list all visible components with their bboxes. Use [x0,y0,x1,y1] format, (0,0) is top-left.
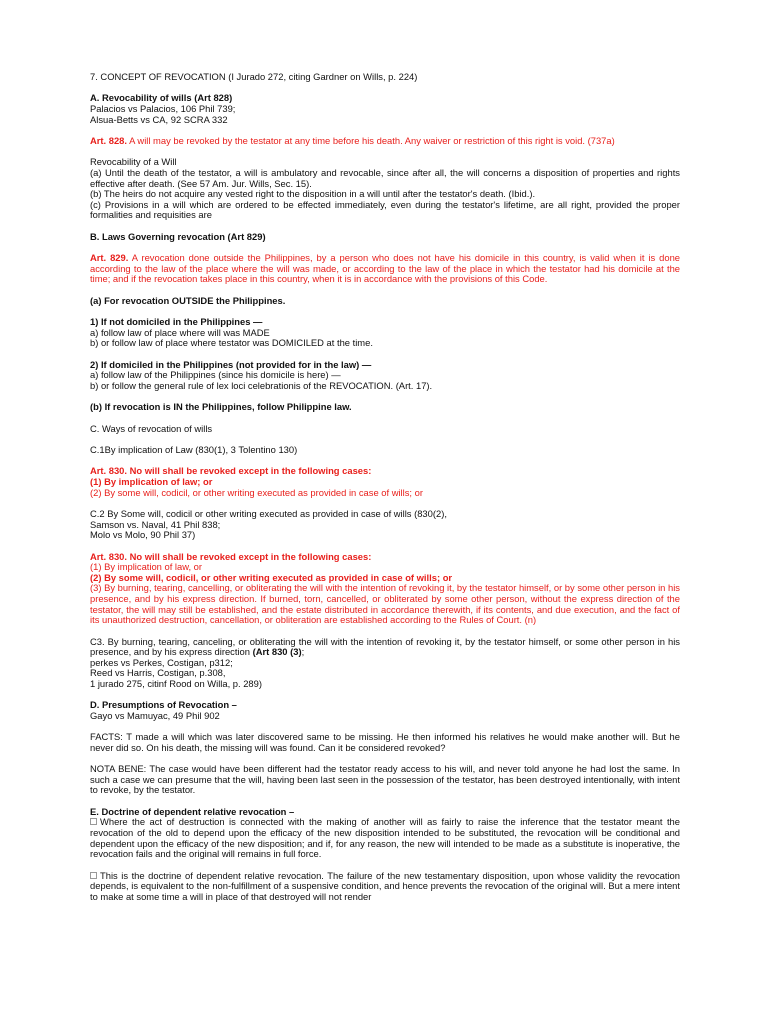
section-a-title: A. Revocability of wills (Art 828) [90,92,233,104]
citation: Alsua-Betts vs CA, 92 SCRA 332 [90,113,228,125]
article-item-1: (1) By implication of law, or [90,561,203,573]
section-d [90,700,680,721]
article-item-1: (1) By implication of law; or [90,476,213,487]
c2-block [90,509,680,541]
in-philippines-title: (b) If revocation is IN the Philippines, follow Philippine law. [90,401,352,413]
list-item: b) or follow the general rule of lex loci celebrationis of the REVOCATION. (Art. 17). [90,379,433,391]
article-text: A will may be revoked by the testator at any time before his death. Any waiver or restriction of this right is void. (737a) [127,134,615,146]
revocability-block [90,157,680,221]
facts-block [90,732,680,753]
section-b [90,232,680,243]
revocability-title: Revocability of a Will [90,156,177,168]
citation: Palacios vs Palacios, 106 Phil 739; [90,102,236,114]
c3-block [90,637,680,690]
art-829 [90,253,680,285]
revocability-item-a: (a) Until the death of the testator, a will is ambulatory and revocable, since after all, the will concerns a disposition of properties and rights effective after death. (See 57 Am. Jur. Wills, Sec. 15). [90,166,680,189]
section-e [90,807,680,860]
article-label: Art. 829. [90,252,129,264]
art-828 [90,136,680,147]
revocability-item-b: (b) The heirs do not acquire any vested right to the disposition in a will until after the testator's death. (Ibid.). [90,188,536,200]
domiciled-block [90,360,680,392]
article-label: Art. 828. [90,134,127,146]
revocability-item-c: (c) Provisions in a will which are ordered to be effected immediately, even during the testator's lifetime, are all right, provided the proper formalities and requisities are [90,198,680,221]
outside-heading [90,296,680,307]
section-e-title: E. Doctrine of dependent relative revocation – [90,805,295,817]
c1-block [90,445,680,456]
c3-article-ref: (Art 830 (3) [252,646,302,658]
list-item: b) or follow law of place where testator was DOMICILED at the time. [90,337,373,349]
citation: Reed vs Harris, Costigan, p.308, [90,667,226,679]
list-item: a) follow law of place where will was MADE [90,326,270,338]
section-heading [90,72,680,83]
nota-bene-block [90,764,680,796]
section-b-title: B. Laws Governing revocation (Art 829) [90,230,266,242]
citation: perkes vs Perkes, Costigan, p312; [90,656,233,668]
section-e-paragraph-1: Where the act of destruction is connected with the making of another will as fairly to raise the inference that the testator meant the revocation of the old to depend upon the efficacy of the new disposition intended to be substituted, the revocation will be conditional and dependent upon the efficacy of the new disposition; and if, for any reason, the new will intended to be made as a substitute is inoperative, the revocation fails and the original will remains in full force. [90,816,680,860]
facts-text: FACTS: T made a will which was later discovered same to be missing. He then informed his relatives he would make another will. But he never did so. On his death, the missing will was found. Can it be considered revoked? [90,731,680,753]
c2-title: C.2 By Some will, codicil or other writing executed as provided in case of wills (830(2), [90,507,447,519]
article-title: Art. 830. No will shall be revoked except in the following cases: [90,550,372,562]
list-item: a) follow law of the Philippines (since his domicile is here) — [90,369,341,381]
checkbox-bullet-icon [90,818,97,825]
section-c [90,424,680,435]
section-e-continued [90,871,680,903]
nota-bene-text: NOTA BENE: The case would have been different had the testator ready access to his will, and never told anyone he had lost the same. In such a case we can presume that the will, having been last seen in the possession of the testator, has been destroyed intentionally, with intent to revoke, by the testator. [90,763,680,796]
c1-title: C.1By implication of Law (830(1), 3 Tolentino 130) [90,444,298,456]
section-d-title: D. Presumptions of Revocation – [90,699,237,711]
citation: Molo vs Molo, 90 Phil 37) [90,529,196,541]
not-domiciled-title: 1) If not domiciled in the Philippines — [90,316,263,328]
not-domiciled-block [90,317,680,349]
article-title: Art. 830. No will shall be revoked except in the following cases: [90,465,372,477]
citation: Gayo vs Mamuyac, 49 Phil 902 [90,709,220,721]
citation: Samson vs. Naval, 41 Phil 838; [90,518,221,530]
article-item-3: (3) By burning, tearing, cancelling, or obliterating the will with the intention of revoking it, by the testator himself, or by some other person in his presence, and by his express direction. If burned, torn, cancelled, or obliterated by some other person, without the express direction of the testator, the will may still be established, and the estate distributed in accordance therewith, if its contents, and due execution, and the fact of its unauthorized destruction, cancellation, or obliteration are established according to the Rules of Court. (n) [90,582,680,626]
in-philippines-heading [90,402,680,413]
art-830-first [90,466,680,498]
article-item-2: (2) By some will, codicil, or other writing executed as provided in case of wills; or [90,571,453,583]
section-c-title: C. Ways of revocation of wills [90,422,213,434]
outside-title: (a) For revocation OUTSIDE the Philippines. [90,294,286,306]
c3-tail: ; [301,646,305,658]
section-e-paragraph-2: This is the doctrine of dependent relative revocation. The failure of the new testamentary disposition, upon whose validity the revocation depends, is equivalent to the non-fulfillment of a suspensive condition, and hence prevents the revocation of the original will. But a mere intent to make at some time a will in place of that destroyed will not render [90,869,680,902]
concept-heading: 7. CONCEPT OF REVOCATION (I Jurado 272, citing Gardner on Wills, p. 224) [90,71,418,82]
domiciled-title: 2) If domiciled in the Philippines (not provided for in the law) — [90,358,372,370]
article-text: A revocation done outside the Philippines, by a person who does not have his domicile in this country, is valid when it is done according to the law of the place where the will was made, or according to the law of the place in which the testator had his domicile at the time; and if the revocation takes place in this country, when it is in accordance with the provisions of this Code. [90,252,680,285]
article-item-2: (2) By some will, codicil, or other writing executed as provided in case of wills; or [90,486,423,498]
c3-text: C3. By burning, tearing, canceling, or obliterating the will with the intention of revoking it, by the testator himself, or some other person in his presence, and by his express direction [90,635,680,658]
art-830-second [90,552,680,626]
checkbox-bullet-icon [90,872,97,879]
citation: 1 jurado 275, citinf Rood on Willa, p. 289) [90,677,262,689]
section-a [90,93,680,125]
